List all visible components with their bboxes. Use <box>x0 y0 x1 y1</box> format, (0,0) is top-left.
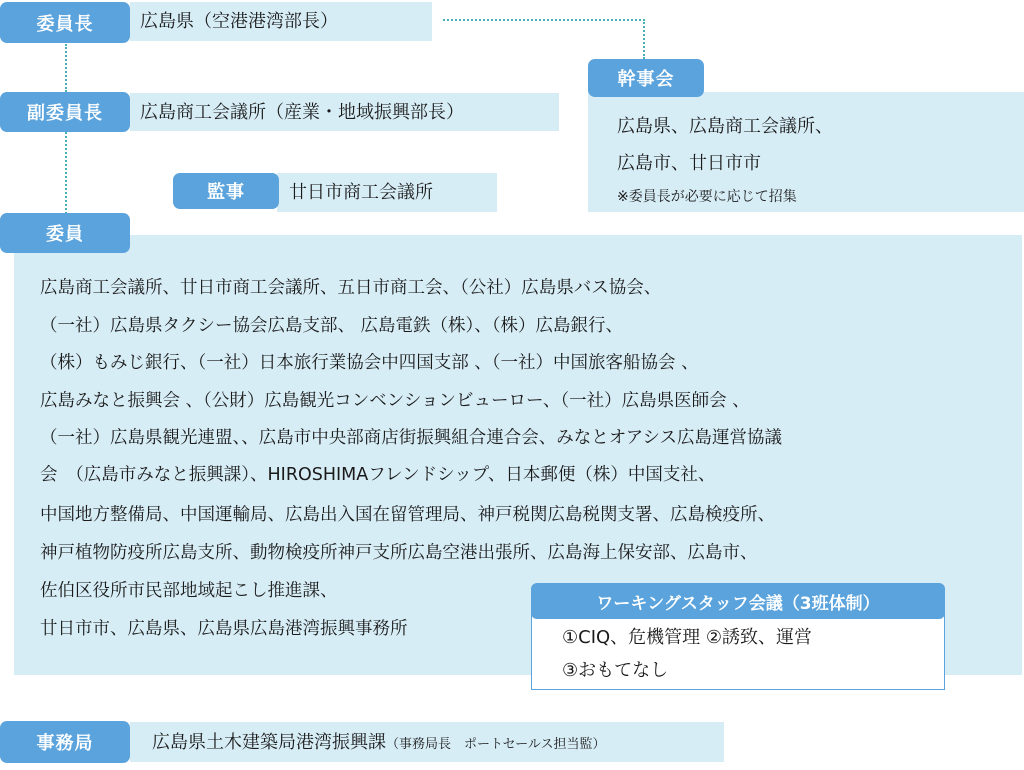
members-label: 委員 <box>0 213 130 253</box>
connector-chair-vice <box>65 44 67 92</box>
office-main-text: 広島県土木建築局港湾振興課 <box>152 732 386 753</box>
connector-chair-secretaries-h <box>443 19 645 21</box>
vice-chair-label: 副委員長 <box>0 92 130 132</box>
auditor-text: 廿日市商工会議所 <box>289 182 433 203</box>
members-line-4: 広島みなと振興会 、（公財）広島観光コンベンションビューロー、（一社）広島県医師会 、 <box>40 391 750 411</box>
members-line-5: （一社）広島県観光連盟、、広島市中央部商店街振興組合連合会、みなとオアシス広島運営協議 <box>40 428 782 448</box>
members-line-6: 会 （広島市みなと振興課）、HIROSHIMAフレンドシップ、日本郵便（株）中国支社、 <box>40 465 716 485</box>
secretaries-line-2: 広島市、廿日市市 <box>617 153 761 174</box>
secretaries-label: 幹事会 <box>588 59 704 97</box>
members-line-7: 中国地方整備局、中国運輸局、広島出入国在留管理局、神戸税関広島税関支署、広島検疫所、 <box>40 505 775 525</box>
secretaries-line-1: 広島県、広島商工会議所、 <box>617 116 833 137</box>
members-line-10: 廿日市市、広島県、広島県広島港湾振興事務所 <box>40 619 408 639</box>
office-sub-text: （事務局長 ポートセールス担当監） <box>386 737 606 752</box>
office-label: 事務局 <box>0 721 130 763</box>
working-staff-title: ワーキングスタッフ会議（3班体制） <box>531 583 945 619</box>
working-staff-line-1: ①CIQ、危機管理 ②誘致、運営 <box>562 627 813 648</box>
secretaries-note: ※委員長が必要に応じて招集 <box>617 189 797 205</box>
members-line-9: 佐伯区役所市民部地域起こし推進課、 <box>40 581 338 601</box>
office-text <box>152 731 605 757</box>
members-line-3: （株）もみじ銀行、（一社）日本旅行業協会中四国支部 、（一社）中国旅客船協会 、 <box>40 353 699 373</box>
connector-chair-secretaries-v <box>643 19 645 59</box>
working-staff-line-2: ③おもてなし <box>562 660 669 681</box>
vice-chair-text: 広島商工会議所（産業・地域振興部長） <box>140 102 464 123</box>
chair-label: 委員長 <box>0 2 130 43</box>
chair-text: 広島県（空港港湾部長） <box>140 11 338 32</box>
members-line-1: 広島商工会議所、廿日市商工会議所、五日市商工会、（公社）広島県バス協会、 <box>40 278 662 298</box>
connector-vice-members <box>65 132 67 214</box>
members-line-2: （一社）広島県タクシー協会広島支部、 広島電鉄（株）、（株）広島銀行、 <box>40 316 624 336</box>
auditor-label: 監事 <box>173 173 279 209</box>
members-line-8: 神戸植物防疫所広島支所、動物検疫所神戸支所広島空港出張所、広島海上保安部、広島市、 <box>40 543 758 563</box>
